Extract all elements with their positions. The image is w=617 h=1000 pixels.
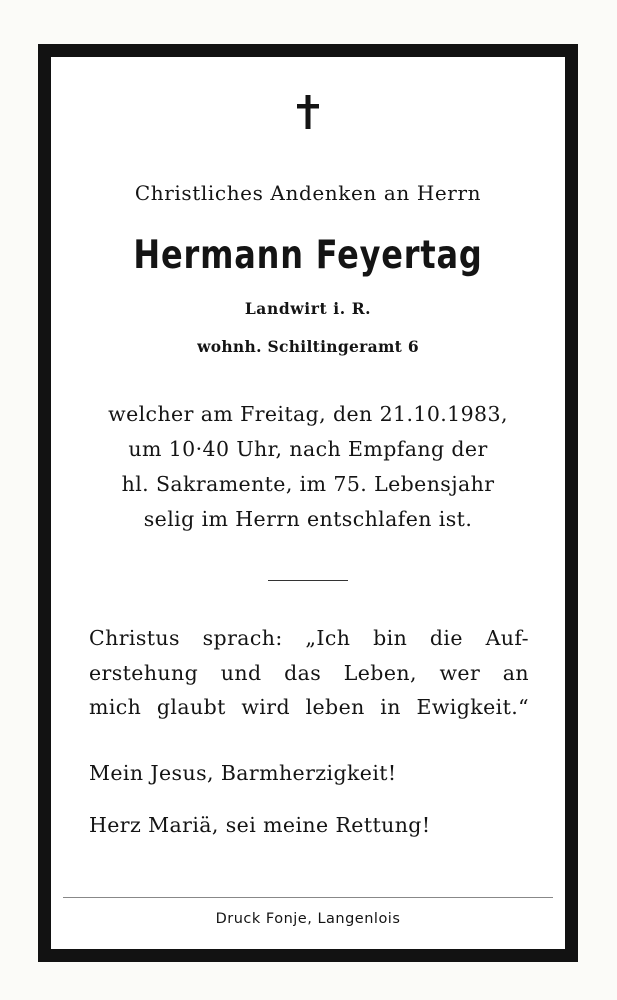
death-line: hl. Sakramente, im 75. Lebensjahr xyxy=(121,472,495,496)
intro-line: Christliches Andenken an Herrn xyxy=(134,181,482,205)
quote-line: erstehung und das Leben, wer an xyxy=(89,660,529,685)
occupation: Landwirt i. R. xyxy=(244,299,372,318)
quote-line: Christus sprach: „Ich bin die Auf- xyxy=(89,626,529,650)
black-border-frame xyxy=(38,44,578,962)
prayer-line: Herz Mariä, sei meine Rettung! xyxy=(89,813,431,837)
death-notice xyxy=(51,397,565,537)
death-line: um 10·40 Uhr, nach Empfang der xyxy=(128,437,488,461)
cross-icon xyxy=(51,95,565,129)
prayer-line: Mein Jesus, Barmherzigkeit! xyxy=(89,761,397,785)
deceased-name: Hermann Feyertag xyxy=(133,233,483,278)
death-line: selig im Herrn entschlafen ist. xyxy=(143,507,473,531)
divider-line xyxy=(268,580,348,581)
death-line: welcher am Freitag, den 21.10.1983, xyxy=(108,402,508,426)
printer-credit: Druck Fonje, Langenlois xyxy=(215,911,401,927)
quote-line: mich glaubt wird leben in Ewigkeit.“ xyxy=(89,695,529,719)
address: wohnh. Schiltingeramt 6 xyxy=(197,337,419,356)
scripture-quote xyxy=(89,621,529,725)
footer-rule xyxy=(63,897,553,898)
